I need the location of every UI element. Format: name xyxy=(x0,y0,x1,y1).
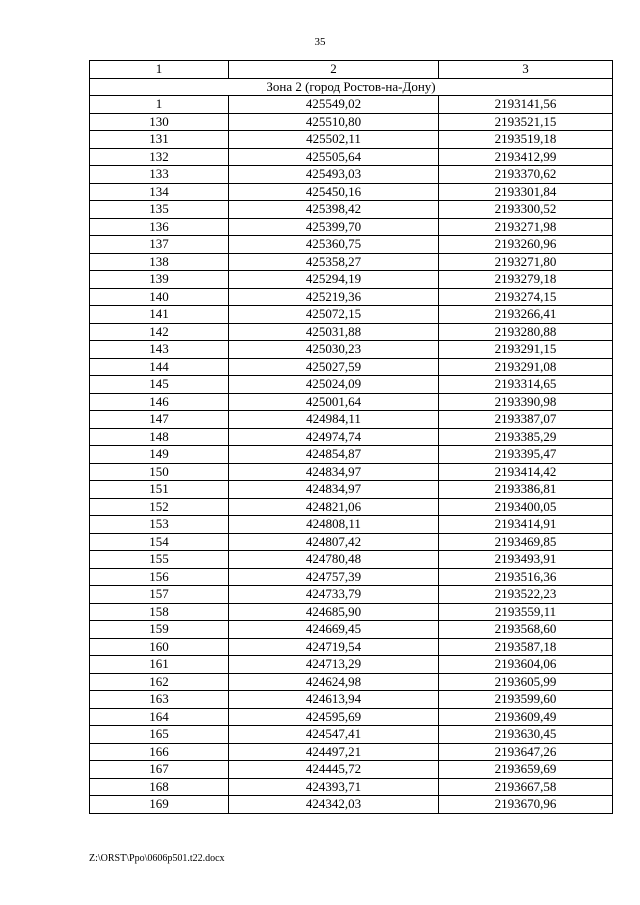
point-number-cell: 158 xyxy=(90,603,229,621)
x-coordinate-cell: 425358,27 xyxy=(229,253,439,271)
y-coordinate-cell: 2193291,08 xyxy=(439,358,613,376)
x-coordinate-cell: 424757,39 xyxy=(229,568,439,586)
x-coordinate-cell: 424393,71 xyxy=(229,778,439,796)
table-row xyxy=(90,148,613,166)
y-coordinate-cell: 2193271,98 xyxy=(439,218,613,236)
column-number-2: 2 xyxy=(229,61,439,79)
table-row xyxy=(90,761,613,779)
point-number-cell: 135 xyxy=(90,201,229,219)
table-row xyxy=(90,656,613,674)
point-number-cell: 159 xyxy=(90,621,229,639)
table-row xyxy=(90,236,613,254)
table-row xyxy=(90,551,613,569)
table-row xyxy=(90,323,613,341)
table-row xyxy=(90,778,613,796)
table-row xyxy=(90,463,613,481)
y-coordinate-cell: 2193412,99 xyxy=(439,148,613,166)
table-row xyxy=(90,603,613,621)
point-number-cell: 155 xyxy=(90,551,229,569)
point-number-cell: 167 xyxy=(90,761,229,779)
y-coordinate-cell: 2193609,49 xyxy=(439,708,613,726)
zone-title: Зона 2 (город Ростов-на-Дону) xyxy=(90,78,613,96)
table-row xyxy=(90,428,613,446)
y-coordinate-cell: 2193568,60 xyxy=(439,621,613,639)
page-number: 35 xyxy=(314,36,326,48)
point-number-cell: 148 xyxy=(90,428,229,446)
x-coordinate-cell: 425502,11 xyxy=(229,131,439,149)
y-coordinate-cell: 2193274,15 xyxy=(439,288,613,306)
point-number-cell: 153 xyxy=(90,516,229,534)
point-number-cell: 169 xyxy=(90,796,229,814)
x-coordinate-cell: 425001,64 xyxy=(229,393,439,411)
y-coordinate-cell: 2193659,69 xyxy=(439,761,613,779)
x-coordinate-cell: 425024,09 xyxy=(229,376,439,394)
y-coordinate-cell: 2193493,91 xyxy=(439,551,613,569)
y-coordinate-cell: 2193300,52 xyxy=(439,201,613,219)
point-number-cell: 154 xyxy=(90,533,229,551)
table-row xyxy=(90,96,613,114)
table-row xyxy=(90,306,613,324)
table-row xyxy=(90,358,613,376)
table-row xyxy=(90,726,613,744)
point-number-cell: 141 xyxy=(90,306,229,324)
x-coordinate-cell: 424342,03 xyxy=(229,796,439,814)
y-coordinate-cell: 2193395,47 xyxy=(439,446,613,464)
y-coordinate-cell: 2193587,18 xyxy=(439,638,613,656)
table-row xyxy=(90,743,613,761)
y-coordinate-cell: 2193516,36 xyxy=(439,568,613,586)
y-coordinate-cell: 2193519,18 xyxy=(439,131,613,149)
x-coordinate-cell: 424984,11 xyxy=(229,411,439,429)
y-coordinate-cell: 2193521,15 xyxy=(439,113,613,131)
y-coordinate-cell: 2193301,84 xyxy=(439,183,613,201)
point-number-cell: 130 xyxy=(90,113,229,131)
table-row xyxy=(90,253,613,271)
y-coordinate-cell: 2193280,88 xyxy=(439,323,613,341)
table-row xyxy=(90,708,613,726)
coordinates-table-body xyxy=(90,61,613,814)
x-coordinate-cell: 424595,69 xyxy=(229,708,439,726)
y-coordinate-cell: 2193314,65 xyxy=(439,376,613,394)
x-coordinate-cell: 425510,80 xyxy=(229,113,439,131)
point-number-cell: 149 xyxy=(90,446,229,464)
document-file-path: Z:\ORST\Ppo\0606p501.t22.docx xyxy=(89,853,225,864)
x-coordinate-cell: 425360,75 xyxy=(229,236,439,254)
point-number-cell: 150 xyxy=(90,463,229,481)
y-coordinate-cell: 2193260,96 xyxy=(439,236,613,254)
x-coordinate-cell: 424854,87 xyxy=(229,446,439,464)
table-row xyxy=(90,288,613,306)
point-number-cell: 166 xyxy=(90,743,229,761)
point-number-cell: 163 xyxy=(90,691,229,709)
x-coordinate-cell: 424497,21 xyxy=(229,743,439,761)
point-number-cell: 1 xyxy=(90,96,229,114)
point-number-cell: 160 xyxy=(90,638,229,656)
point-number-cell: 132 xyxy=(90,148,229,166)
column-number-row xyxy=(90,61,613,79)
point-number-cell: 131 xyxy=(90,131,229,149)
x-coordinate-cell: 425398,42 xyxy=(229,201,439,219)
table-row xyxy=(90,131,613,149)
table-row xyxy=(90,586,613,604)
x-coordinate-cell: 425072,15 xyxy=(229,306,439,324)
table-row xyxy=(90,621,613,639)
y-coordinate-cell: 2193387,07 xyxy=(439,411,613,429)
point-number-cell: 142 xyxy=(90,323,229,341)
point-number-cell: 139 xyxy=(90,271,229,289)
x-coordinate-cell: 424834,97 xyxy=(229,463,439,481)
x-coordinate-cell: 424808,11 xyxy=(229,516,439,534)
point-number-cell: 165 xyxy=(90,726,229,744)
point-number-cell: 161 xyxy=(90,656,229,674)
table-row xyxy=(90,533,613,551)
x-coordinate-cell: 425450,16 xyxy=(229,183,439,201)
x-coordinate-cell: 424624,98 xyxy=(229,673,439,691)
point-number-cell: 145 xyxy=(90,376,229,394)
point-number-cell: 156 xyxy=(90,568,229,586)
x-coordinate-cell: 425493,03 xyxy=(229,166,439,184)
table-row xyxy=(90,183,613,201)
x-coordinate-cell: 424613,94 xyxy=(229,691,439,709)
y-coordinate-cell: 2193630,45 xyxy=(439,726,613,744)
table-row xyxy=(90,673,613,691)
x-coordinate-cell: 424834,97 xyxy=(229,481,439,499)
y-coordinate-cell: 2193605,99 xyxy=(439,673,613,691)
y-coordinate-cell: 2193291,15 xyxy=(439,341,613,359)
y-coordinate-cell: 2193667,58 xyxy=(439,778,613,796)
table-row xyxy=(90,796,613,814)
table-row xyxy=(90,393,613,411)
point-number-cell: 136 xyxy=(90,218,229,236)
point-number-cell: 162 xyxy=(90,673,229,691)
x-coordinate-cell: 424685,90 xyxy=(229,603,439,621)
point-number-cell: 144 xyxy=(90,358,229,376)
y-coordinate-cell: 2193599,60 xyxy=(439,691,613,709)
table-row xyxy=(90,166,613,184)
coordinates-table xyxy=(89,60,613,814)
point-number-cell: 137 xyxy=(90,236,229,254)
x-coordinate-cell: 425030,23 xyxy=(229,341,439,359)
table-row xyxy=(90,691,613,709)
x-coordinate-cell: 425027,59 xyxy=(229,358,439,376)
point-number-cell: 152 xyxy=(90,498,229,516)
table-row xyxy=(90,498,613,516)
y-coordinate-cell: 2193370,62 xyxy=(439,166,613,184)
x-coordinate-cell: 424807,42 xyxy=(229,533,439,551)
table-row xyxy=(90,341,613,359)
y-coordinate-cell: 2193647,26 xyxy=(439,743,613,761)
table-row xyxy=(90,201,613,219)
point-number-cell: 157 xyxy=(90,586,229,604)
y-coordinate-cell: 2193559,11 xyxy=(439,603,613,621)
point-number-cell: 146 xyxy=(90,393,229,411)
x-coordinate-cell: 424733,79 xyxy=(229,586,439,604)
table-row xyxy=(90,113,613,131)
y-coordinate-cell: 2193385,29 xyxy=(439,428,613,446)
y-coordinate-cell: 2193141,56 xyxy=(439,96,613,114)
x-coordinate-cell: 424821,06 xyxy=(229,498,439,516)
x-coordinate-cell: 425549,02 xyxy=(229,96,439,114)
point-number-cell: 133 xyxy=(90,166,229,184)
y-coordinate-cell: 2193271,80 xyxy=(439,253,613,271)
point-number-cell: 151 xyxy=(90,481,229,499)
x-coordinate-cell: 425219,36 xyxy=(229,288,439,306)
point-number-cell: 164 xyxy=(90,708,229,726)
y-coordinate-cell: 2193670,96 xyxy=(439,796,613,814)
point-number-cell: 143 xyxy=(90,341,229,359)
y-coordinate-cell: 2193604,06 xyxy=(439,656,613,674)
y-coordinate-cell: 2193469,85 xyxy=(439,533,613,551)
x-coordinate-cell: 424713,29 xyxy=(229,656,439,674)
y-coordinate-cell: 2193522,23 xyxy=(439,586,613,604)
table-row xyxy=(90,411,613,429)
y-coordinate-cell: 2193414,42 xyxy=(439,463,613,481)
column-number-3: 3 xyxy=(439,61,613,79)
zone-title-row xyxy=(90,78,613,96)
y-coordinate-cell: 2193414,91 xyxy=(439,516,613,534)
x-coordinate-cell: 424974,74 xyxy=(229,428,439,446)
x-coordinate-cell: 424780,48 xyxy=(229,551,439,569)
point-number-cell: 168 xyxy=(90,778,229,796)
y-coordinate-cell: 2193266,41 xyxy=(439,306,613,324)
table-row xyxy=(90,271,613,289)
table-row xyxy=(90,481,613,499)
table-row xyxy=(90,516,613,534)
table-row xyxy=(90,446,613,464)
x-coordinate-cell: 425505,64 xyxy=(229,148,439,166)
x-coordinate-cell: 424547,41 xyxy=(229,726,439,744)
x-coordinate-cell: 424669,45 xyxy=(229,621,439,639)
point-number-cell: 134 xyxy=(90,183,229,201)
x-coordinate-cell: 425031,88 xyxy=(229,323,439,341)
table-row xyxy=(90,568,613,586)
point-number-cell: 147 xyxy=(90,411,229,429)
x-coordinate-cell: 425294,19 xyxy=(229,271,439,289)
table-row xyxy=(90,218,613,236)
y-coordinate-cell: 2193390,98 xyxy=(439,393,613,411)
y-coordinate-cell: 2193400,05 xyxy=(439,498,613,516)
y-coordinate-cell: 2193386,81 xyxy=(439,481,613,499)
x-coordinate-cell: 424719,54 xyxy=(229,638,439,656)
y-coordinate-cell: 2193279,18 xyxy=(439,271,613,289)
x-coordinate-cell: 425399,70 xyxy=(229,218,439,236)
table-row xyxy=(90,376,613,394)
table-row xyxy=(90,638,613,656)
point-number-cell: 138 xyxy=(90,253,229,271)
column-number-1: 1 xyxy=(90,61,229,79)
x-coordinate-cell: 424445,72 xyxy=(229,761,439,779)
point-number-cell: 140 xyxy=(90,288,229,306)
